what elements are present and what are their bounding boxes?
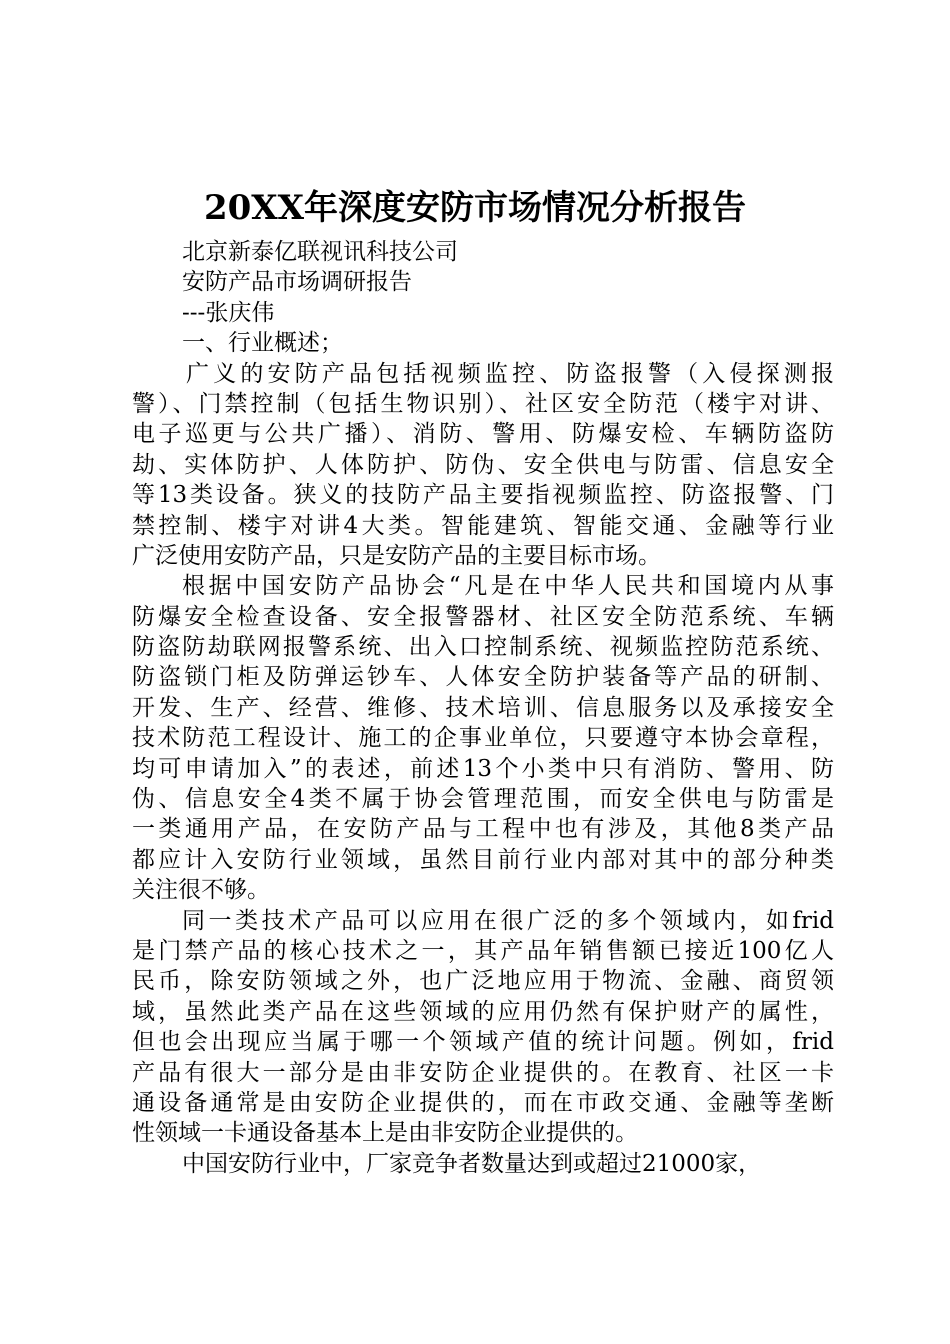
company-name-line: 北京新泰亿联视讯科技公司 xyxy=(182,239,458,265)
paragraph-line: 劫、实体防护、人体防护、防伪、安全供电与防雷、信息安全 xyxy=(132,451,834,478)
paragraph-2 xyxy=(132,571,834,905)
paragraph-line: 是门禁产品的核心技术之一，其产品年销售额已接近100亿人 xyxy=(132,937,834,964)
paragraph-line: 同一类技术产品可以应用在很广泛的多个领域内，如frid xyxy=(182,907,834,934)
paragraph-line: 域，虽然此类产品在这些领域的应用仍然有保护财产的属性， xyxy=(132,998,834,1025)
paragraph-1 xyxy=(132,359,834,572)
paragraph-line: 均可申请加入”的表述，前述13个小类中只有消防、警用、防 xyxy=(132,755,834,782)
document-title: 20XX年深度安防市场情况分析报告 xyxy=(203,188,747,228)
paragraph-line: 禁控制、楼宇对讲4大类。智能建筑、智能交通、金融等行业 xyxy=(132,512,834,539)
paragraph-4 xyxy=(132,1149,834,1179)
document-body xyxy=(132,237,834,1179)
paragraph-line: 一类通用产品，在安防产品与工程中也有涉及，其他8类产品 xyxy=(132,816,834,843)
paragraph-line: 电子巡更与公共广播）、消防、警用、防爆安检、车辆防盗防 xyxy=(132,421,834,448)
paragraph-line: 产品有很大一部分是由非安防企业提供的。在教育、社区一卡 xyxy=(132,1059,834,1086)
section-heading: 一、行业概述； xyxy=(182,330,343,357)
paragraph-line: 性领域一卡通设备基本上是由非安防企业提供的。 xyxy=(132,1120,638,1147)
paragraph-3 xyxy=(132,906,834,1149)
paragraph-line: 都应计入安防行业领域，虽然目前行业内部对其中的部分种类 xyxy=(132,846,834,873)
paragraph-line: 广义的安防产品包括视频监控、防盗报警（入侵探测报 xyxy=(186,360,834,387)
paragraph-line: 等13类设备。狭义的技防产品主要指视频监控、防盗报警、门 xyxy=(132,482,834,509)
paragraph-line: 但也会出现应当属于哪一个领域产值的统计问题。例如，frid xyxy=(132,1029,834,1056)
paragraph-line: 防爆安全检查设备、安全报警器材、社区安全防范系统、车辆 xyxy=(132,603,834,630)
paragraph-line: 开发、生产、经营、维修、技术培训、信息服务以及承接安全 xyxy=(132,694,834,721)
paragraph-line: 防盗防劫联网报警系统、出入口控制系统、视频监控防范系统、 xyxy=(132,634,834,661)
paragraph-line: 警）、门禁控制（包括生物识别）、社区安全防范（楼宇对讲、 xyxy=(132,390,834,417)
paragraph-line: 广泛使用安防产品，只是安防产品的主要目标市场。 xyxy=(132,542,661,569)
paragraph-line: 根据中国安防产品协会“凡是在中华人民共和国境内从事 xyxy=(182,573,834,600)
report-subtitle-line: 安防产品市场调研报告 xyxy=(182,269,412,296)
paragraph-line: 技术防范工程设计、施工的企事业单位，只要遵守本协会章程， xyxy=(132,725,834,752)
paragraph-line: 关注很不够。 xyxy=(132,877,270,904)
paragraph-line: 伪、信息安全4类不属于协会管理范围，而安全供电与防雷是 xyxy=(132,786,834,813)
paragraph-line: 中国安防行业中，厂家竞争者数量达到或超过21000家， xyxy=(182,1150,762,1177)
paragraph-line: 防盗锁门柜及防弹运钞车、人体安全防护装备等产品的研制、 xyxy=(132,664,834,691)
paragraph-line: 通设备通常是由安防企业提供的，而在市政交通、金融等垄断 xyxy=(132,1089,834,1116)
author-line: ---张庆伟 xyxy=(182,299,275,326)
paragraph-line: 民币，除安防领域之外，也广泛地应用于物流、金融、商贸领 xyxy=(132,968,834,995)
